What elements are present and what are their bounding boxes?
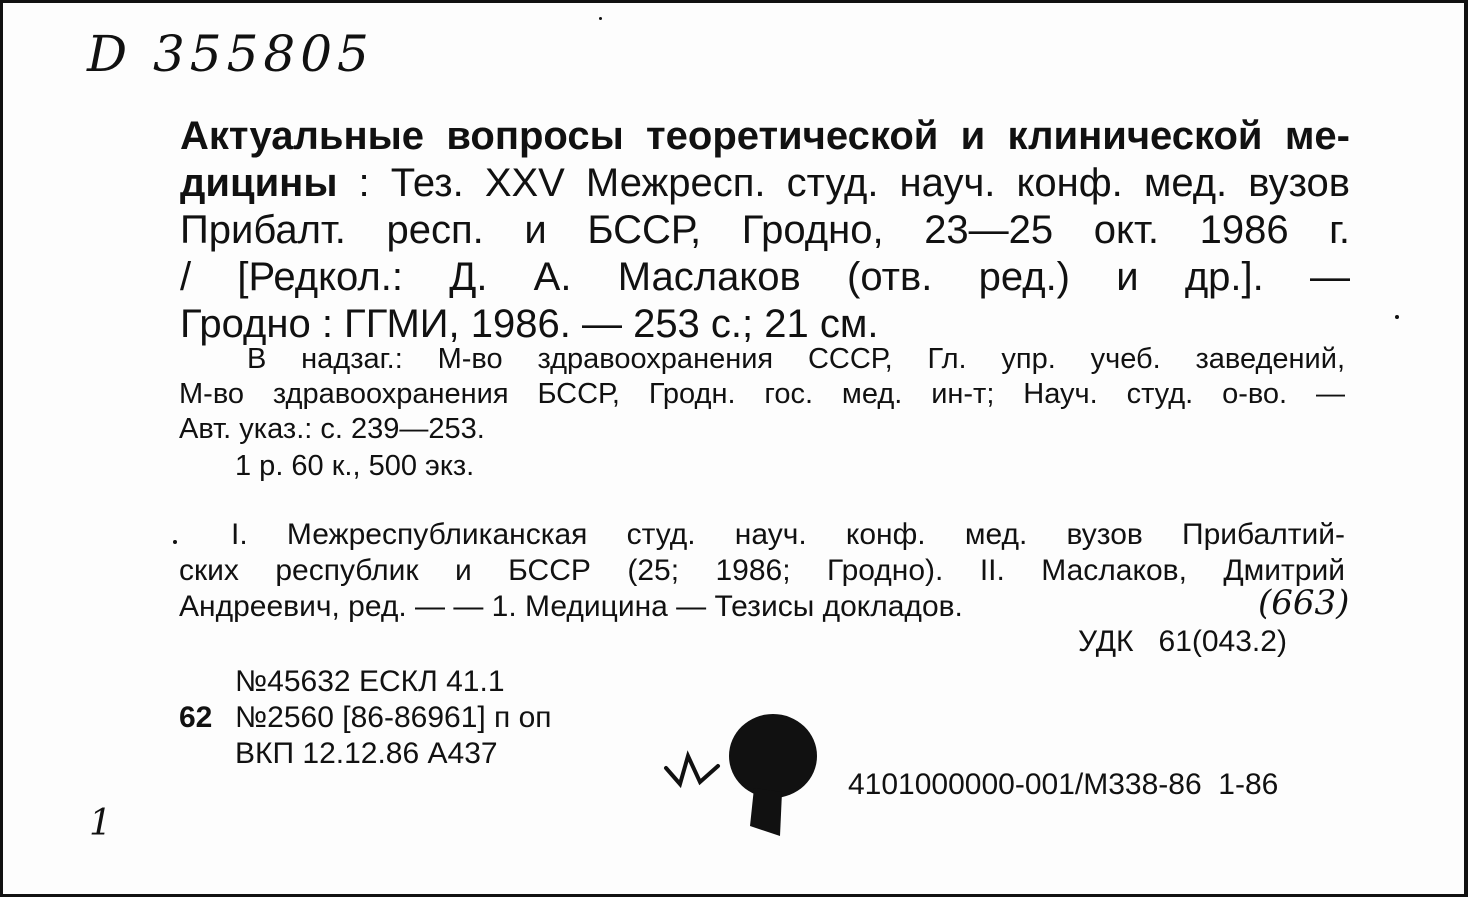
title-line-3: Прибалт. респ. и БССР, Гродно, 23—25 окт. 1986 г. bbox=[180, 208, 1350, 252]
catalog-code: 4101000000-001/М338-86 1-86 bbox=[848, 768, 1279, 801]
card-number: D 355805 bbox=[87, 25, 374, 83]
checkmark-scribble bbox=[666, 756, 718, 784]
handwritten-code: (663) bbox=[1258, 583, 1350, 623]
page-number: 1 bbox=[89, 803, 112, 844]
subject-line-1: I. Межреспубликанская студ. науч. конф. мед. вузов Прибалтий- bbox=[231, 518, 1345, 551]
speck bbox=[1395, 315, 1399, 319]
note-line-1: В надзаг.: М-во здравоохранения СССР, Гл. упр. учеб. заведений, bbox=[247, 343, 1345, 375]
title-line-4: / [Редкол.: Д. А. Маслаков (отв. ред.) и др.]. — bbox=[180, 255, 1350, 299]
registry-line-3: ВКП 12.12.86 А437 bbox=[235, 737, 498, 770]
subject-line-2: ских республик и БССР (25; 1986; Гродно). II. Маслаков, Дмитрий bbox=[179, 554, 1345, 587]
note-line-2: М-во здравоохранения БССР, Гродн. гос. мед. ин-т; Науч. студ. о-во. — bbox=[179, 378, 1345, 410]
price-line: 1 р. 60 к., 500 экз. bbox=[235, 450, 475, 482]
registry-prefix: 62 bbox=[179, 701, 213, 734]
note-line-3: Авт. указ.: с. 239—253. bbox=[179, 413, 485, 445]
ink-blot-tail bbox=[750, 788, 782, 836]
ink-blot bbox=[729, 714, 817, 798]
title-bold-continuation: дицины bbox=[180, 161, 338, 205]
title-line-1: Актуальные вопросы теоретической и клинической ме- bbox=[180, 114, 1350, 158]
title-line-2-rest: : Тез. XXV Межресп. студ. науч. конф. мед. вузов bbox=[337, 161, 1350, 205]
registry-line-1: №45632 ЕСКЛ 41.1 bbox=[235, 665, 505, 698]
speck bbox=[173, 540, 177, 544]
udc-code: УДК 61(043.2) bbox=[1078, 625, 1287, 658]
ink-stamp-blot bbox=[658, 708, 833, 838]
speck bbox=[599, 17, 602, 20]
title-line-2 bbox=[180, 160, 1350, 207]
title-line-5: Гродно : ГГМИ, 1986. — 253 с.; 21 см. bbox=[180, 302, 879, 346]
registry-line-2: №2560 [86-86961] п оп bbox=[235, 701, 552, 734]
subject-line-3: Андреевич, ред. — — 1. Медицина — Тезисы докладов. bbox=[179, 590, 963, 623]
